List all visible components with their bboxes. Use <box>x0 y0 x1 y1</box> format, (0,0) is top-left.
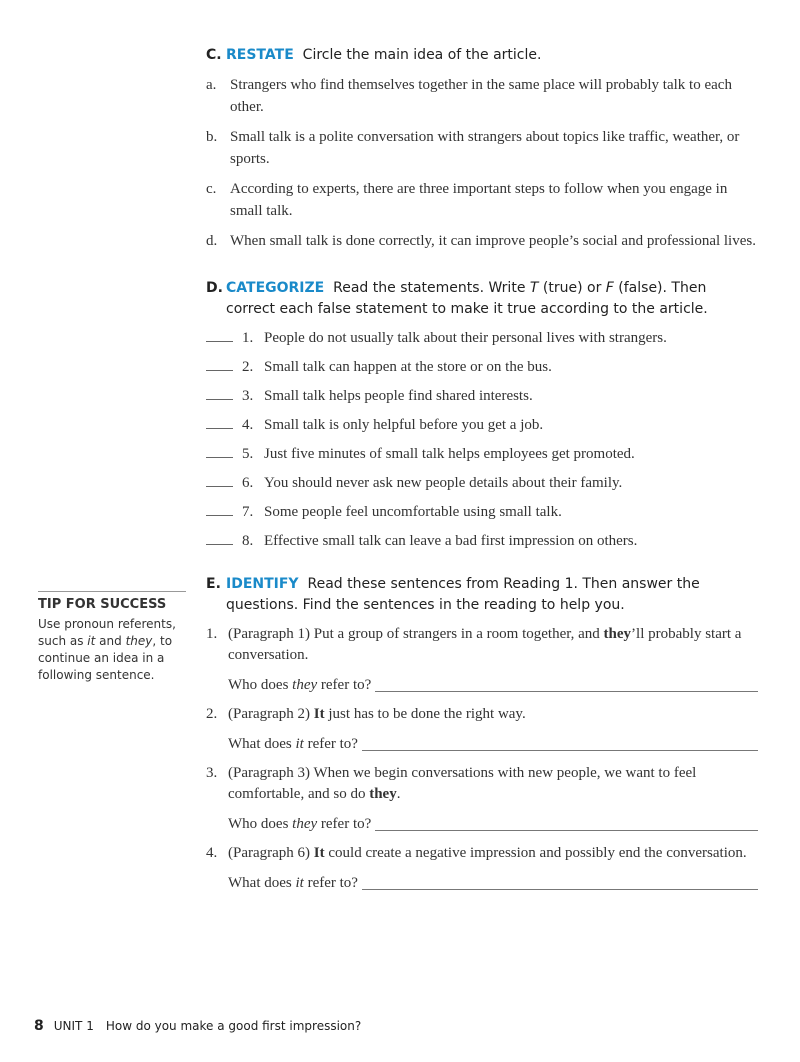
prompt-text: refer to? <box>303 736 358 752</box>
option-text: Strangers who find themselves together in the same place will probably talk to <box>230 77 701 93</box>
tip-they: they <box>125 634 153 648</box>
statement-text: Just five minutes of small talk helps employees get promoted. <box>264 446 635 462</box>
instruction-f: F <box>605 280 614 296</box>
option-text-cont: professional lives. <box>646 233 756 249</box>
statement-text: Small talk is only helpful before you get a job. <box>264 417 544 433</box>
instruction-t: T <box>529 280 539 296</box>
prompt-text: refer to? <box>317 816 372 832</box>
question-1-prompt <box>228 675 758 695</box>
tip-divider <box>38 591 186 592</box>
statement-text: Small talk can happen at the store or on the bus. <box>264 359 552 375</box>
tip-text: , to continue an idea in a following sentence. <box>38 634 173 682</box>
question-text: (Paragraph 3) When we begin conversations with new people, we want to feel <box>228 765 697 781</box>
question-bold: they <box>369 786 397 802</box>
option-b[interactable] <box>206 126 758 170</box>
prompt-text: Who does <box>228 816 293 832</box>
statement-text: Effective small talk can leave a bad first impression on others. <box>264 533 638 549</box>
tip-text: Use pronoun referents, such as <box>38 617 176 648</box>
prompt-text: refer to? <box>303 875 358 891</box>
instruction-text: Read these sentences from Reading 1. Then answer the <box>307 576 700 592</box>
question-2-prompt <box>228 734 758 754</box>
prompt-pronoun: it <box>295 736 304 752</box>
statement-row <box>206 473 758 493</box>
answer-blank[interactable] <box>206 534 233 545</box>
prompt-text: What does <box>228 875 296 891</box>
option-text: According to experts, there are three important steps to follow when you <box>230 181 666 197</box>
answer-blank[interactable] <box>206 389 233 400</box>
option-text-cont: each other. <box>230 77 732 115</box>
statement-text: Some people feel uncomfortable using small talk. <box>264 504 562 520</box>
question-number: 3. <box>206 765 218 781</box>
question-text: ’ll probably <box>631 626 702 642</box>
main-column <box>206 45 758 902</box>
question-bold: they <box>603 626 632 642</box>
prompt-text: What does <box>228 736 296 752</box>
statement-row <box>206 357 758 377</box>
section-keyword: IDENTIFY <box>226 576 299 592</box>
statement-number: 2. <box>242 359 254 375</box>
tip-it: it <box>87 634 96 648</box>
statement-text: You should never ask new people details about their family. <box>264 475 623 491</box>
prompt-text: Who does <box>228 677 293 693</box>
question-number: 4. <box>206 845 218 861</box>
question-4 <box>206 843 758 864</box>
question-bold: It <box>313 706 325 722</box>
section-keyword: RESTATE <box>226 47 294 63</box>
section-keyword: CATEGORIZE <box>226 280 325 296</box>
option-a[interactable] <box>206 74 758 118</box>
section-letter: E. <box>206 576 221 592</box>
statement-list <box>206 328 758 551</box>
statement-text: People do not usually talk about their personal lives with strangers. <box>264 330 667 346</box>
section-instruction: Circle the main idea of the article. <box>302 47 542 63</box>
question-text: could create a negative impression and possibly end <box>324 845 641 861</box>
question-1 <box>206 624 758 666</box>
tip-text: and <box>95 634 126 648</box>
statement-row <box>206 415 758 435</box>
answer-blank[interactable] <box>206 418 233 429</box>
option-text-cont: weather, or sports. <box>230 129 740 167</box>
section-e-heading <box>206 574 758 616</box>
statement-number: 4. <box>242 417 254 433</box>
option-c[interactable] <box>206 178 758 222</box>
section-spacer <box>206 560 758 574</box>
tip-box <box>38 591 186 684</box>
instruction-text-cont: questions. Find the sentences in the reading to help you. <box>226 597 625 613</box>
statement-number: 6. <box>242 475 254 491</box>
question-text-cont: start a conversation. <box>228 626 742 663</box>
question-4-prompt <box>228 873 758 893</box>
statement-row <box>206 531 758 551</box>
option-label: a. <box>206 77 217 93</box>
question-text-cont: . <box>396 786 401 802</box>
question-number: 1. <box>206 626 218 642</box>
prompt-pronoun: they <box>292 677 318 693</box>
instruction-text-cont: each false statement to make it true according to the article. <box>279 301 708 317</box>
answer-blank[interactable] <box>206 476 233 487</box>
option-label: c. <box>206 181 217 197</box>
instruction-text: (false). Then correct <box>226 280 707 317</box>
answer-line[interactable] <box>362 889 758 890</box>
question-3 <box>206 763 758 805</box>
tip-body <box>38 616 186 684</box>
section-letter: D. <box>206 280 223 296</box>
statement-row <box>206 444 758 464</box>
answer-blank[interactable] <box>206 505 233 516</box>
question-2 <box>206 704 758 725</box>
statement-row <box>206 502 758 522</box>
option-d[interactable] <box>206 230 758 252</box>
section-spacer <box>206 260 758 278</box>
statement-number: 5. <box>242 446 254 462</box>
question-text: (Paragraph 6) <box>228 845 314 861</box>
instruction-text: Read the statements. Write <box>333 280 530 296</box>
question-bold: It <box>313 845 325 861</box>
tip-title: TIP FOR SUCCESS <box>38 597 167 612</box>
unit-title: How do you make a good first impression? <box>105 1019 362 1033</box>
prompt-pronoun: it <box>295 875 304 891</box>
page-number: 8 <box>34 1018 44 1034</box>
statement-number: 1. <box>242 330 254 346</box>
option-list <box>206 74 758 252</box>
statement-text: Small talk helps people find shared interests. <box>264 388 533 404</box>
question-list <box>206 624 758 893</box>
option-text: When small talk is done correctly, it can improve people’s social and <box>230 233 644 249</box>
statement-number: 3. <box>242 388 254 404</box>
answer-blank[interactable] <box>206 447 233 458</box>
unit-label: UNIT 1 <box>53 1019 94 1033</box>
option-label: b. <box>206 129 218 145</box>
page-footer <box>34 1018 361 1034</box>
question-3-prompt <box>228 814 758 834</box>
prompt-pronoun: they <box>292 816 318 832</box>
statement-number: 7. <box>242 504 254 520</box>
section-letter: C. <box>206 47 222 63</box>
question-text: just has to be done the right way. <box>324 706 526 722</box>
answer-line[interactable] <box>375 830 758 831</box>
section-d-heading <box>206 278 758 320</box>
instruction-text: (true) or <box>538 280 606 296</box>
option-label: d. <box>206 233 218 249</box>
question-number: 2. <box>206 706 218 722</box>
statement-row <box>206 328 758 348</box>
question-text: (Paragraph 2) <box>228 706 314 722</box>
statement-number: 8. <box>242 533 254 549</box>
answer-blank[interactable] <box>206 360 233 371</box>
option-text-cont: engage in small talk. <box>230 181 728 219</box>
option-text: Small talk is a polite conversation with strangers about topics like traffic, <box>230 129 669 145</box>
question-text: (Paragraph 1) Put a group of strangers in a room together, and <box>228 626 604 642</box>
question-text-cont: the conversation. <box>644 845 747 861</box>
answer-line[interactable] <box>375 691 758 692</box>
answer-line[interactable] <box>362 750 758 751</box>
prompt-text: refer to? <box>317 677 372 693</box>
statement-row <box>206 386 758 406</box>
section-c-heading <box>206 45 758 66</box>
question-text-cont: comfortable, and so do <box>228 786 370 802</box>
answer-blank[interactable] <box>206 331 233 342</box>
